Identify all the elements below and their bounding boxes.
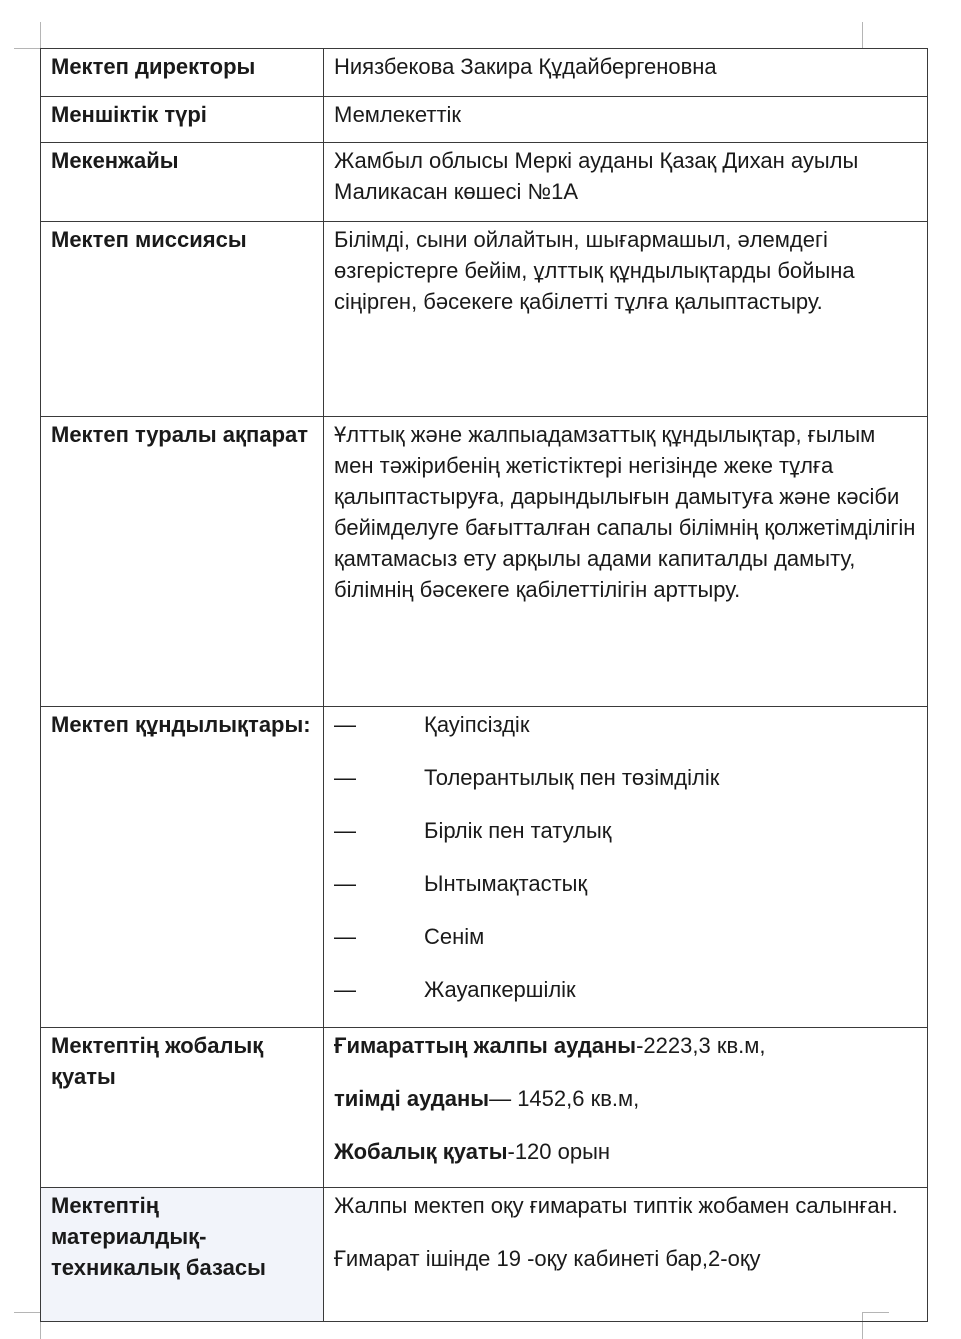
about-value: Ұлттық және жалпыадамзаттық құндылықтар, ғылым мен тәжірибенің жетістіктері негізінде жеке тұлға қалыптастыруға, дарындылығын дамытуға және кәсіби бейімделуге бағытталған сапалы білімнің қолжетімділігін қамтамасыз ету арқылы адами капиталды дамыту, білімнің бәсекеге қабілеттілігін арттыру. bbox=[324, 417, 928, 707]
capacity-line-usable-area bbox=[334, 1083, 917, 1114]
capacity-term: Жобалық қуаты bbox=[334, 1139, 508, 1164]
list-item bbox=[334, 868, 917, 921]
capacity-line-total-area bbox=[334, 1030, 917, 1061]
director-label: Мектеп директоры bbox=[41, 49, 324, 97]
ownership-value: Мемлекеттік bbox=[324, 97, 928, 143]
dash-bullet: — bbox=[334, 977, 356, 1002]
capacity-value: -2223,3 кв.м, bbox=[636, 1033, 766, 1058]
value-item-text: Қауіпсіздік bbox=[424, 712, 530, 737]
address-label: Мекенжайы bbox=[41, 143, 324, 222]
dash-bullet: — bbox=[334, 765, 356, 790]
about-label: Мектеп туралы ақпарат bbox=[41, 417, 324, 707]
values-label: Мектеп құндылықтары: bbox=[41, 707, 324, 1028]
list-item bbox=[334, 921, 917, 974]
material-base-paragraph: Ғимарат ішінде 19 -оқу кабинеті бар,2-оқу bbox=[334, 1246, 761, 1271]
table-row-capacity bbox=[41, 1028, 928, 1188]
capacity-value: — 1452,6 кв.м, bbox=[489, 1086, 640, 1111]
mission-value: Білімді, сыни ойлайтын, шығармашыл, әлемдегі өзгерістерге бейім, ұлттық құндылықтарды бойына сіңірген, бәсекеге қабілетті тұлға қалыптастыру. bbox=[324, 222, 928, 417]
table-row-mission bbox=[41, 222, 928, 417]
material-base-cell bbox=[324, 1188, 928, 1322]
list-item bbox=[334, 762, 917, 815]
list-item bbox=[334, 815, 917, 868]
table-row-address bbox=[41, 143, 928, 222]
page-corner-mark-top-right bbox=[862, 22, 889, 49]
page-corner-mark-top-left bbox=[14, 22, 41, 49]
dash-bullet: — bbox=[334, 712, 356, 737]
capacity-term: тиімді ауданы bbox=[334, 1086, 490, 1111]
table-row-ownership bbox=[41, 97, 928, 143]
dash-bullet: — bbox=[334, 871, 356, 896]
values-cell bbox=[324, 707, 928, 1028]
dash-bullet: — bbox=[334, 924, 356, 949]
dash-bullet: — bbox=[334, 818, 356, 843]
table-row-values bbox=[41, 707, 928, 1028]
capacity-line-design-capacity bbox=[334, 1136, 917, 1167]
material-base-label: Мектептің материалдық-техникалық базасы bbox=[41, 1188, 324, 1322]
list-item bbox=[334, 974, 917, 1027]
value-item-text: Ынтымақтастық bbox=[424, 871, 588, 896]
value-item-text: Сенім bbox=[424, 924, 485, 949]
mission-label: Мектеп миссиясы bbox=[41, 222, 324, 417]
list-item bbox=[334, 709, 917, 762]
director-value: Ниязбекова Закира Құдайбергеновна bbox=[324, 49, 928, 97]
material-base-paragraph: Жалпы мектеп оқу ғимараты типтік жобамен салынған. bbox=[334, 1193, 898, 1218]
value-item-text: Бірлік пен татулық bbox=[424, 818, 612, 843]
table-row-about bbox=[41, 417, 928, 707]
ownership-label: Меншіктік түрі bbox=[41, 97, 324, 143]
table-row-material-base bbox=[41, 1188, 928, 1322]
table-row-director bbox=[41, 49, 928, 97]
value-item-text: Толерантылық пен төзімділік bbox=[424, 765, 720, 790]
school-info-table bbox=[40, 48, 928, 1322]
value-item-text: Жауапкершілік bbox=[424, 977, 576, 1002]
capacity-label: Мектептің жобалық қуаты bbox=[41, 1028, 324, 1188]
capacity-value: -120 орын bbox=[507, 1139, 611, 1164]
address-value: Жамбыл облысы Меркі ауданы Қазақ Дихан ауылы Маликасан көшесі №1А bbox=[324, 143, 928, 222]
page-corner-mark-bottom-left bbox=[14, 1312, 41, 1339]
values-list bbox=[334, 709, 917, 1027]
capacity-term: Ғимараттың жалпы ауданы bbox=[334, 1033, 637, 1058]
capacity-cell bbox=[324, 1028, 928, 1188]
